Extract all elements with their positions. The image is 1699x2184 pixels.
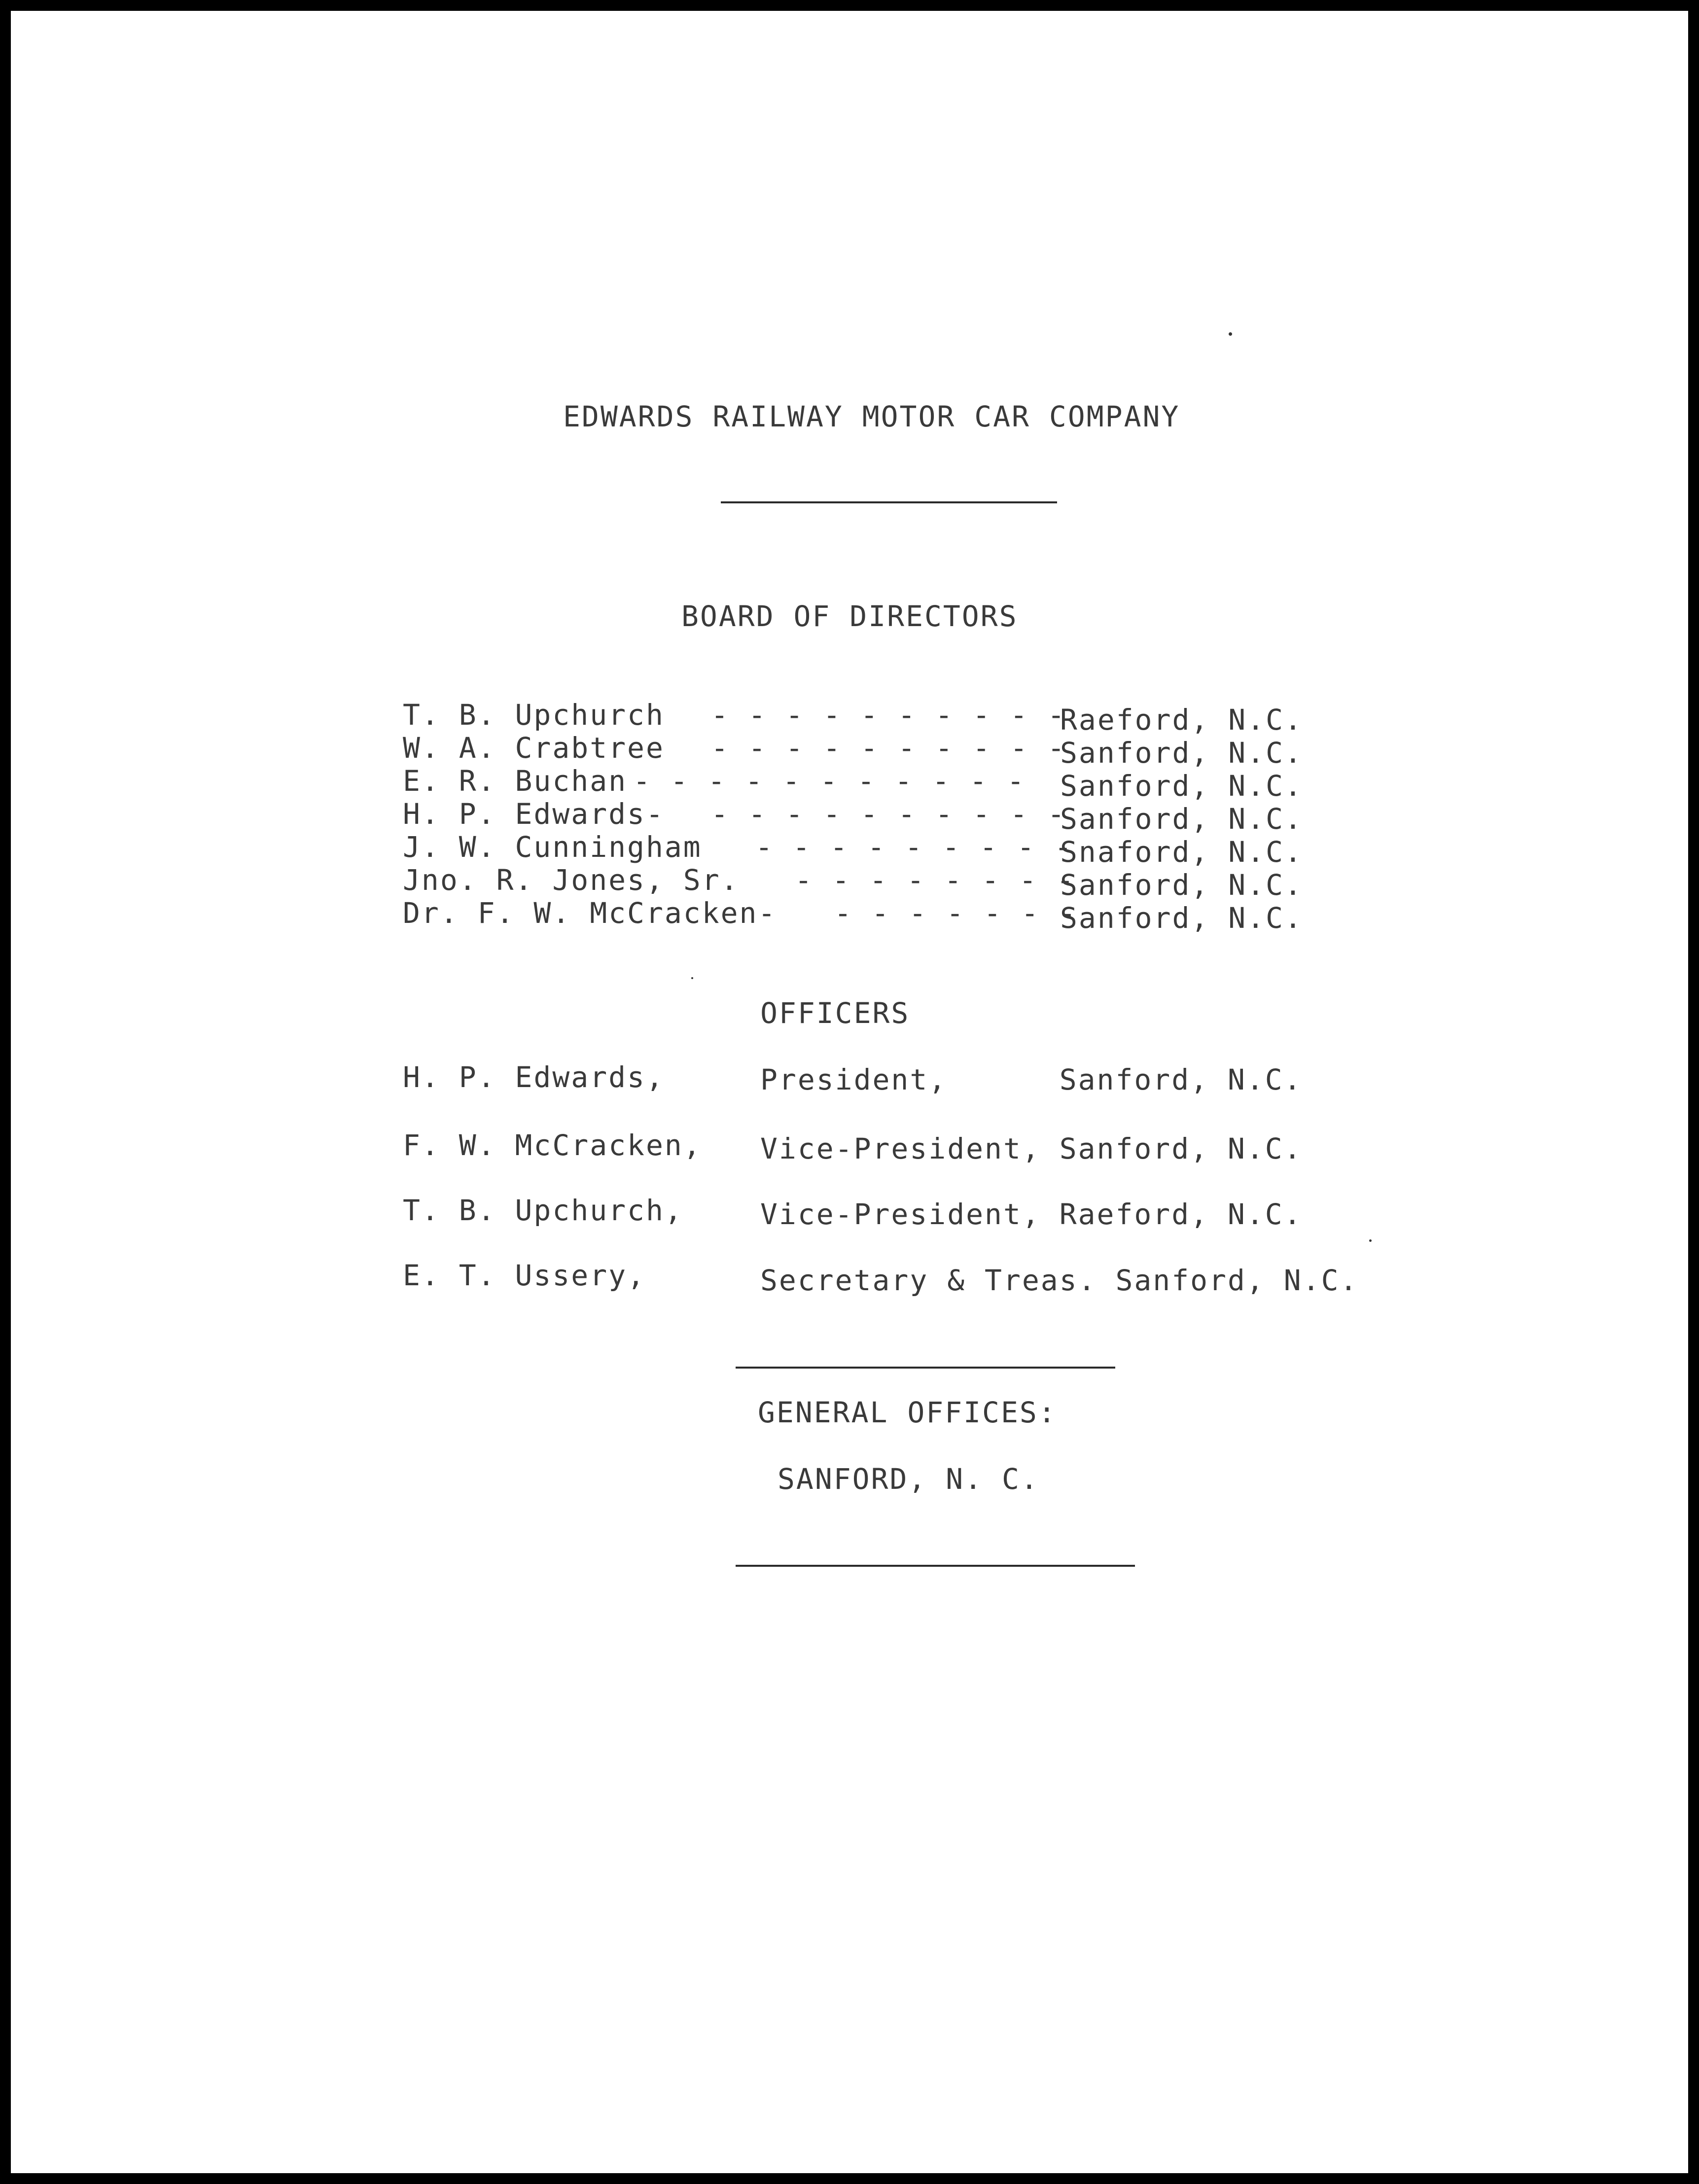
director-name: T. B. Upchurch	[403, 698, 665, 732]
director-name: Jno. R. Jones, Sr.	[403, 863, 740, 897]
director-leader: - - - - - - - - - -	[711, 698, 1066, 732]
director-place: Snaford, N.C.	[1060, 835, 1303, 869]
paper-speck	[1369, 1239, 1372, 1242]
title-divider	[721, 501, 1057, 503]
general-offices-location: SANFORD, N. C.	[778, 1462, 1039, 1496]
director-name: H. P. Edwards-	[403, 797, 665, 831]
officer-title: Vice-President, Sanford, N.C.	[760, 1132, 1303, 1165]
director-place: Sanford, N.C.	[1060, 868, 1303, 902]
director-place: Raeford, N.C.	[1060, 703, 1303, 737]
officer-name: F. W. McCracken,	[403, 1128, 702, 1162]
director-name: E. R. Buchan	[403, 764, 628, 798]
director-name: Dr. F. W. McCracken-	[403, 896, 777, 930]
general-offices-heading: GENERAL OFFICES:	[758, 1396, 1057, 1429]
officer-name: T. B. Upchurch,	[403, 1194, 683, 1227]
paper-speck	[1229, 332, 1232, 336]
officer-title: President, Sanford, N.C.	[760, 1063, 1303, 1096]
director-name: W. A. Crabtree	[403, 731, 665, 765]
paper-speck	[691, 977, 693, 979]
director-leader: - - - - - - - - - -	[711, 797, 1066, 831]
director-name: J. W. Cunningham	[403, 830, 702, 864]
officer-name: E. T. Ussery,	[403, 1259, 646, 1292]
officers-heading: OFFICERS	[760, 996, 910, 1030]
document-page	[11, 11, 1688, 2173]
director-place: Sanford, N.C.	[1060, 802, 1303, 836]
director-place: Sanford, N.C.	[1060, 769, 1303, 803]
director-place: Sanford, N.C.	[1060, 901, 1303, 935]
director-leader: - - - - - - -	[834, 896, 1077, 930]
officer-name: H. P. Edwards,	[403, 1060, 665, 1094]
board-heading: BOARD OF DIRECTORS	[681, 599, 1018, 633]
company-title: EDWARDS RAILWAY MOTOR CAR COMPANY	[563, 400, 1180, 433]
footer-divider	[736, 1565, 1135, 1567]
officers-divider	[736, 1367, 1115, 1369]
officer-title: Vice-President, Raeford, N.C.	[760, 1198, 1303, 1231]
director-leader: - - - - - - - -	[795, 863, 1075, 897]
officer-title: Secretary & Treas. Sanford, N.C.	[760, 1264, 1359, 1297]
director-leader: - - - - - - - - -	[755, 830, 1073, 864]
director-leader: - - - - - - - - - -	[711, 731, 1066, 765]
director-leader: - - - - - - - - - - -	[633, 764, 1026, 798]
director-place: Sanford, N.C.	[1060, 736, 1303, 770]
